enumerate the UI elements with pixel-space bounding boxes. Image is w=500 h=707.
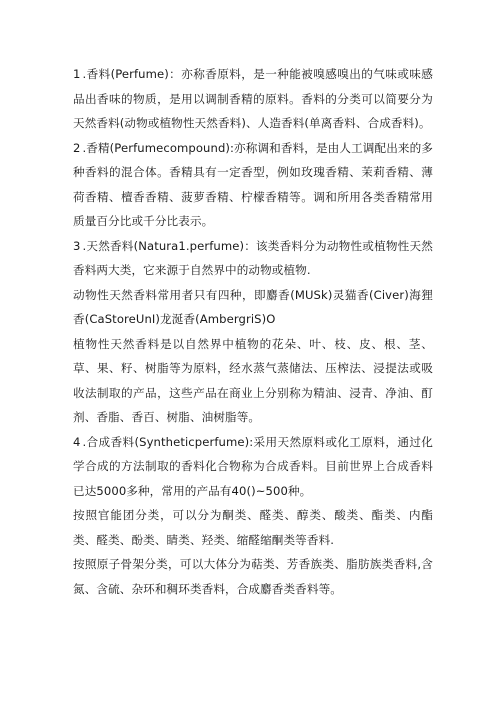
paragraph-text: 按照官能团分类，可以分为酮类、醛类、醇类、酸类、酯类、内酯类、醛类、酚类、睛类、羟类、缩醛缩酮类等香料. (73, 508, 433, 547)
paragraph-number: 3 (73, 238, 81, 253)
paragraph-animal-perfume (73, 283, 433, 332)
paragraph-perfume-definition (73, 62, 433, 136)
paragraph-natural-perfume (73, 234, 433, 283)
paragraph-text: .香料(Perfume)：亦称香原料，是一种能被嗅感嗅出的气味或味感品出香味的物质，是用以调制香精的原料。香料的分类可以简要分为天然香料(动物或植物性天然香料)、人造香料(单离香料、合成香料)。 (73, 67, 433, 130)
paragraph-functional-group (73, 503, 433, 552)
paragraph-number: 4 (73, 434, 81, 449)
paragraph-compound-definition (73, 136, 433, 234)
paragraph-text: .天然香料(Natura1.perfume)：该类香料分为动物性或植物性天然香料两大类，它来源于自然界中的动物或植物. (73, 238, 433, 277)
paragraph-text: 按照原子骨架分类，可以大体分为萜类、芳香族类、脂肪族类香料,含氮、含硫、杂环和稠环类香料，合成麝香类香料等。 (73, 557, 433, 596)
paragraph-text: .合成香料(Syntheticperfume):采用天然原料或化工原料，通过化学合成的方法制取的香料化合物称为合成香料。目前世界上合成香料已达5000多种，常用的产品有40()~500种。 (73, 434, 433, 498)
paragraph-atomic-skeleton (73, 552, 433, 601)
paragraph-plant-perfume (73, 332, 433, 430)
paragraph-synthetic-perfume (73, 430, 433, 504)
paragraph-text: 动物性天然香料常用者只有四种，即麝香(MUSk)灵猫香(Civer)海狸香(CaStoreUnI)龙涎香(AmbergriS)O (73, 287, 433, 326)
paragraph-number: 1 (73, 67, 81, 81)
document-body (73, 62, 433, 601)
paragraph-number: 2 (73, 140, 81, 155)
paragraph-text: 植物性天然香料是以自然界中植物的花朵、叶、枝、皮、根、茎、草、果、籽、树脂等为原料，经水蒸气蒸储法、压榨法、浸提法或吸收法制取的产品，这些产品在商业上分别称为精油、浸青、净油、酊剂、香脂、香百、树脂、油树脂等。 (73, 336, 433, 424)
paragraph-text: .香精(Perfumecompound):亦称调和香料，是由人工调配出来的多种香料的混合体。香精具有一定香型，例如玫瑰香精、茉莉香精、薄荷香精、檀香香精、菠萝香精、柠檬香精等。调和所用各类香精常用质量百分比或千分比表示。 (73, 140, 433, 228)
